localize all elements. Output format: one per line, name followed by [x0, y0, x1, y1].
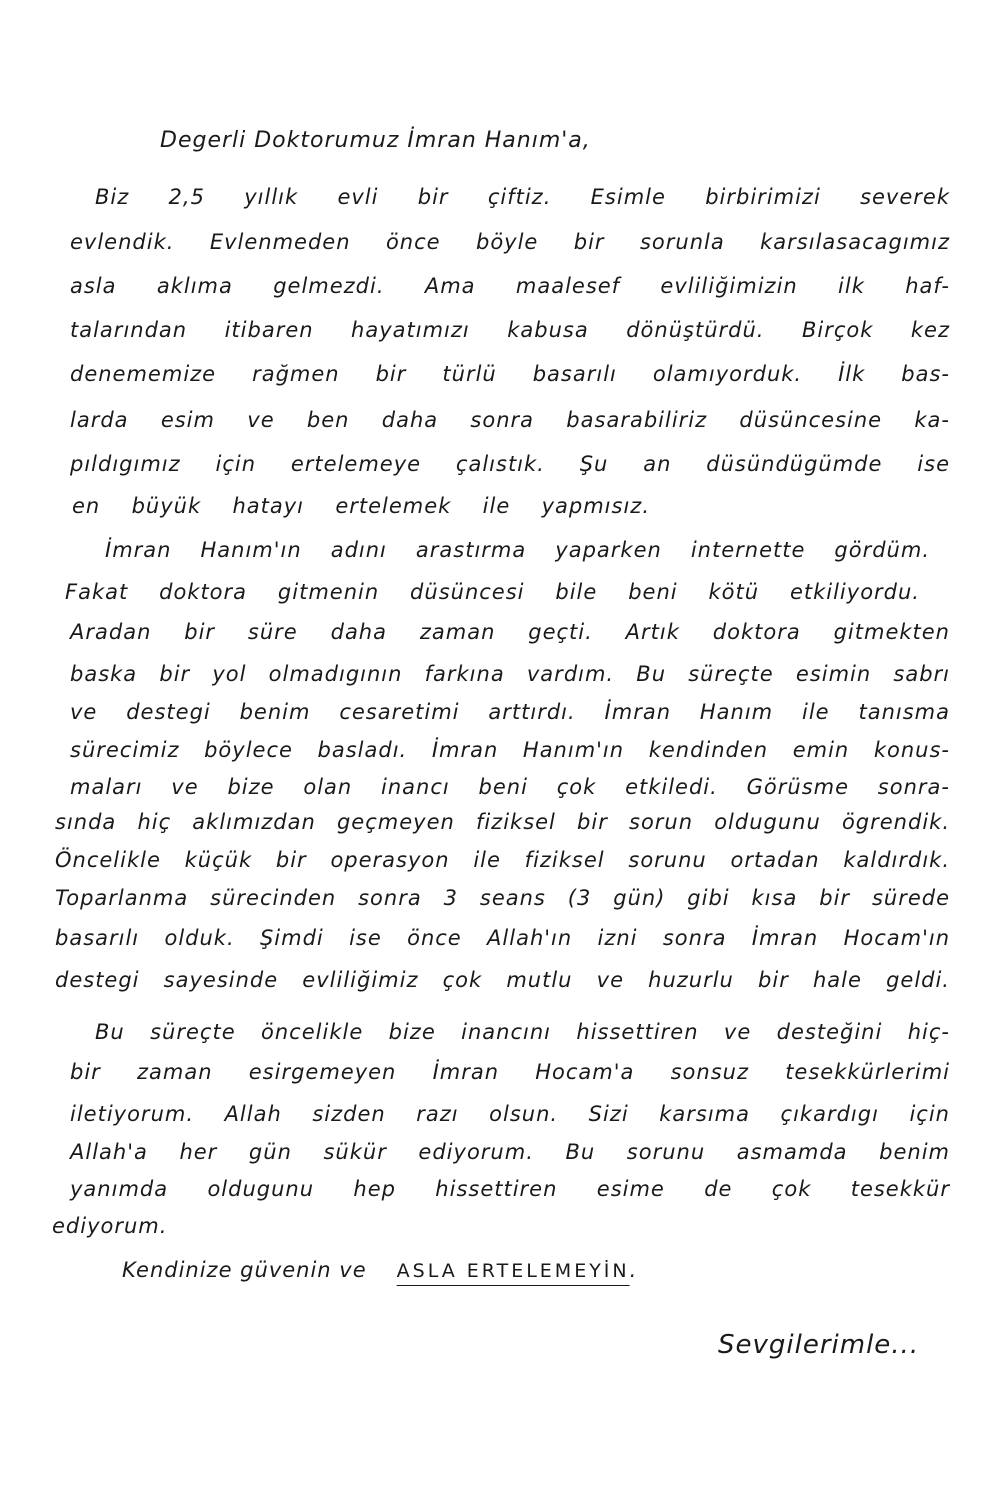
letter-line: pıldıgımız için ertelemeye çalıstık. Şu an düsündügümde ise [70, 452, 950, 476]
letter-line: ve destegi benim cesaretimi arttırdı. İmran Hanım ile tanısma [70, 700, 950, 724]
letter-line: bir zaman esirgemeyen İmran Hocam'a sonsuz tesekkürlerimi [70, 1060, 950, 1084]
letter-line: asla aklıma gelmezdi. Ama maalesef evliliğimizin ilk haf- [70, 274, 950, 298]
letter-line: Allah'a her gün sükür ediyorum. Bu sorunu asmamda benim [70, 1140, 950, 1164]
letter-line: ediyorum. [52, 1214, 168, 1238]
letter-line: basarılı olduk. Şimdi ise önce Allah'ın izni sonra İmran Hocam'ın [55, 926, 950, 950]
closing-emphasis: ASLA ERTELEMEYİN [396, 1260, 630, 1282]
letter-line: larda esim ve ben daha sonra basarabiliriz düsüncesine ka- [70, 408, 950, 432]
letter-line: evlendik. Evlenmeden önce böyle bir sorunla karsılasacagımız [70, 230, 950, 254]
letter-line: denememize rağmen bir türlü basarılı olamıyorduk. İlk bas- [70, 362, 950, 386]
salutation: Degerli Doktorumuz İmran Hanım'a, [160, 128, 591, 153]
letter-line: iletiyorum. Allah sizden razı olsun. Sizi karsıma çıkardıgı için [70, 1102, 950, 1126]
closing-period: . [629, 1258, 638, 1282]
letter-line: Bu süreçte öncelikle bize inancını hissettiren ve desteğini hiç- [95, 1020, 950, 1044]
letter-line: İmran Hanım'ın adını arastırma yaparken internette gördüm. [105, 538, 930, 562]
letter-line: en büyük hatayı ertelemek ile yapmısız. [72, 494, 650, 518]
letter-line: talarından itibaren hayatımızı kabusa dönüştürdü. Birçok kez [70, 318, 950, 342]
letter-line: Toparlanma sürecinden sonra 3 seans (3 gün) gibi kısa bir sürede [55, 886, 950, 910]
letter-line: Öncelikle küçük bir operasyon ile fiziksel sorunu ortadan kaldırdık. [55, 848, 950, 872]
closing-line [122, 1258, 637, 1282]
letter-line: yanımda oldugunu hep hissettiren esime de çok tesekkür [70, 1177, 950, 1201]
letter-line: sürecimiz böylece basladı. İmran Hanım'ın kendinden emin konus- [70, 738, 950, 762]
letter-line: maları ve bize olan inancı beni çok etkiledi. Görüsme sonra- [70, 775, 950, 799]
closing-text: Kendinize güvenin ve [122, 1258, 367, 1282]
letter-line: baska bir yol olmadıgının farkına vardım. Bu süreçte esimin sabrı [70, 662, 950, 686]
signoff: Sevgilerimle... [718, 1330, 920, 1360]
letter-line: Biz 2,5 yıllık evli bir çiftiz. Esimle birbirimizi severek [95, 185, 950, 209]
letter-line: destegi sayesinde evliliğimiz çok mutlu ve huzurlu bir hale geldi. [55, 968, 950, 992]
letter-line: sında hiç aklımızdan geçmeyen fiziksel bir sorun oldugunu ögrendik. [55, 810, 950, 834]
letter-line: Fakat doktora gitmenin düsüncesi bile beni kötü etkiliyordu. [65, 580, 920, 604]
letter-line: Aradan bir süre daha zaman geçti. Artık doktora gitmekten [70, 620, 950, 644]
